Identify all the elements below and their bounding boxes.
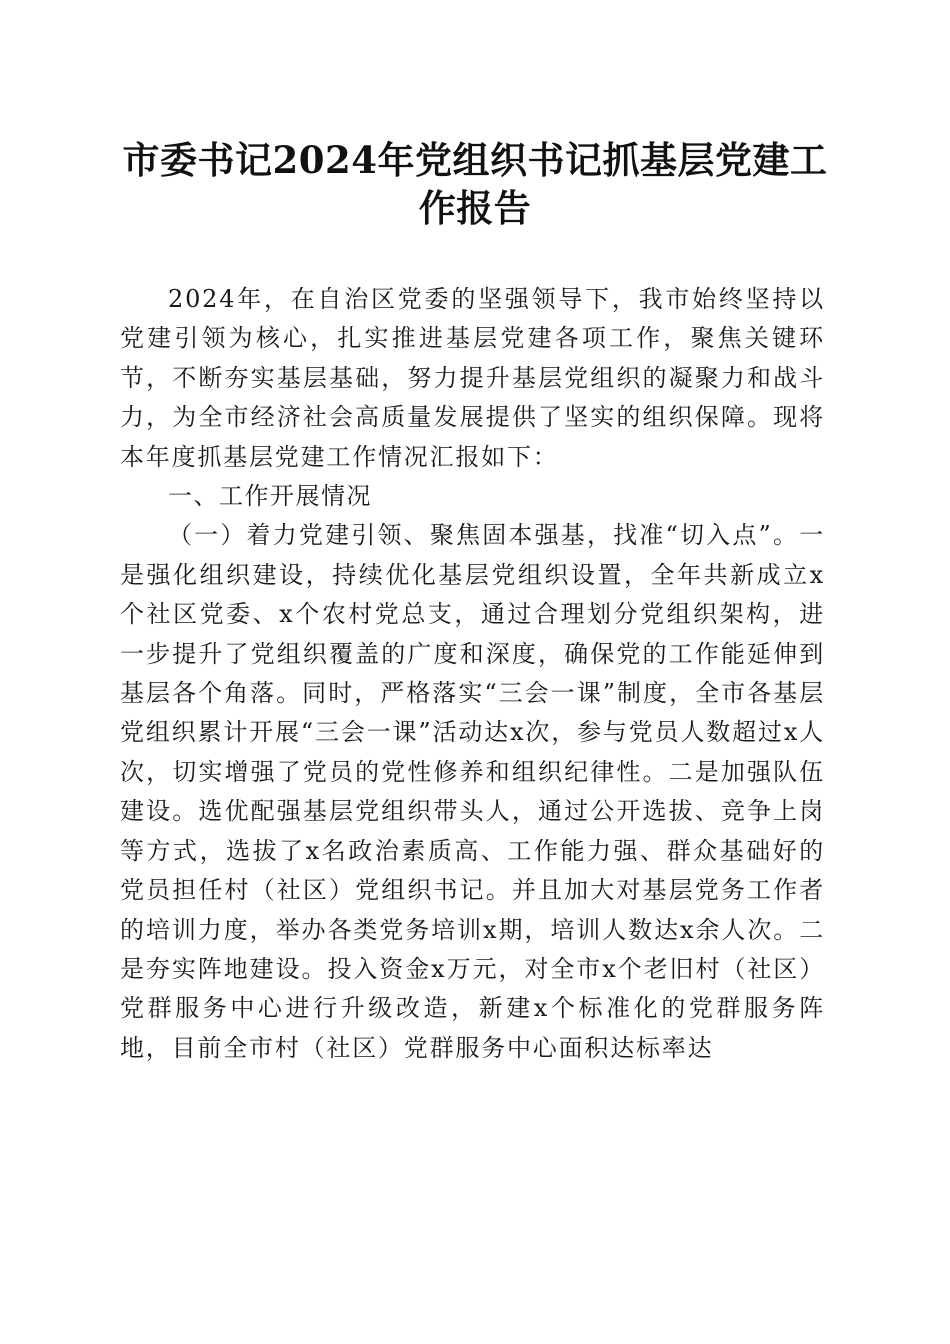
subsection-paragraph: （一）着力党建引领、聚焦固本强基，找准“切入点”。一是强化组织建设，持续优化基层党组织设置，全年共新成立x个社区党委、x个农村党总支，通过合理划分党组织架构，进一步提升了党组织覆盖的广度和深度，确保党的工作能延伸到基层各个角落。同时，严格落实“三会一课”制度，全市各基层党组织累计开展“三会一课”活动达x次，参与党员人数超过x人次，切实增强了党员的党性修养和组织纪律性。二是加强队伍建设。选优配强基层党组织带头人，通过公开选拔、竞争上岗等方式，选拔了x名政治素质高、工作能力强、群众基础好的党员担任村（社区）党组织书记。并且加大对基层党务工作者的培训力度，举办各类党务培训x期，培训人数达x余人次。二是夯实阵地建设。投入资金x万元，对全市x个老旧村（社区）党群服务中心进行升级改造，新建x个标准化的党群服务阵地，目前全市村（社区）党群服务中心面积达标率达	[120, 521, 825, 1062]
document-body	[120, 280, 825, 1068]
document-title: 市委书记2024年党组织书记抓基层党建工作报告	[122, 138, 828, 230]
section-heading: 一、工作开展情况	[168, 482, 372, 511]
intro-paragraph: 2024年，在自治区党委的坚强领导下，我市始终坚持以党建引领为核心，扎实推进基层党建各项工作，聚焦关键环节，不断夯实基层基础，努力提升基层党组织的凝聚力和战斗力，为全市经济社会高质量发展提供了坚实的组织保障。现将本年度抓基层党建工作情况汇报如下：	[120, 285, 825, 471]
